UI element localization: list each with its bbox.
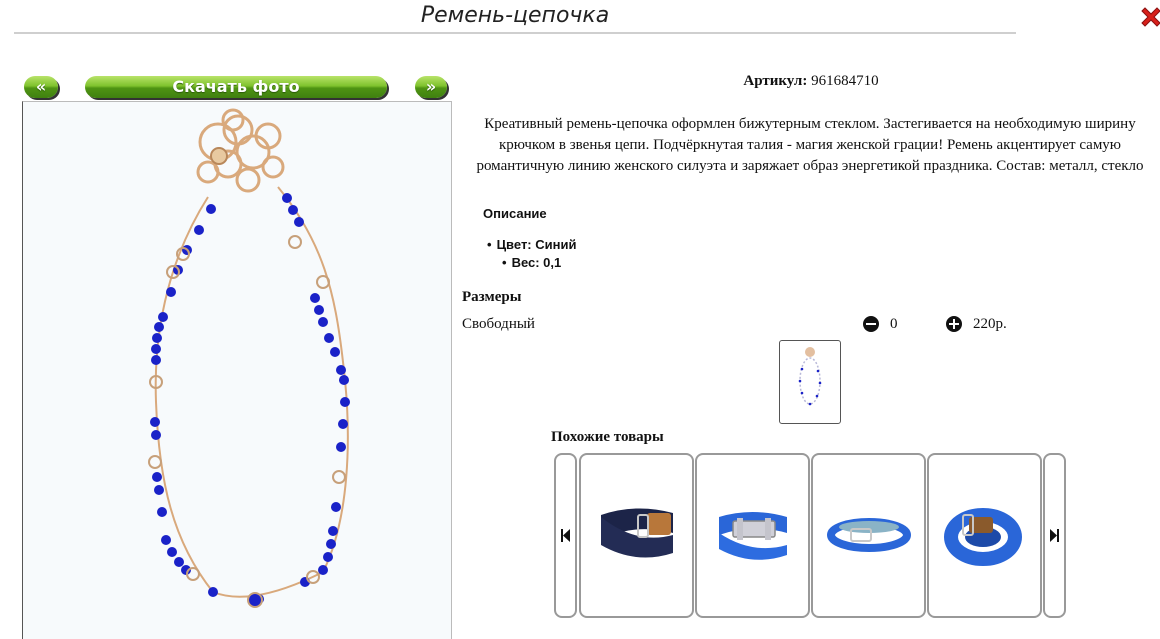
detail-weight: • Вес: 0,1 [502,255,561,270]
skip-back-icon [556,455,575,616]
decrease-quantity-icon[interactable] [863,316,879,332]
braided-belt-navy-icon [581,455,692,616]
necklace-thumbnail-icon [780,341,840,423]
similar-product-card[interactable] [579,453,694,618]
details-heading: Описание [483,206,547,221]
size-name: Свободный [462,316,535,332]
next-photo-button[interactable]: » [415,76,447,98]
carousel-prev-button[interactable] [554,453,577,618]
prev-photo-button[interactable]: « [24,76,58,98]
similar-product-card[interactable] [695,453,810,618]
similar-products-heading: Похожие товары [551,429,664,445]
skip-forward-icon [1045,455,1064,616]
similar-product-card[interactable] [811,453,926,618]
article-value: 961684710 [811,73,879,89]
page-title: Ремень-цепочка [14,2,1016,34]
product-photo [22,101,452,639]
sizes-heading: Размеры [462,289,522,305]
size-price: 220р. [973,316,1007,332]
article-label: Артикул: [743,73,808,89]
article-number [462,73,1160,90]
photo-thumbnail[interactable] [779,340,841,424]
belt-blue-rolled-icon [929,455,1040,616]
similar-product-card[interactable] [927,453,1042,618]
necklace-image [23,102,451,639]
belt-blue-h-buckle-icon [697,455,808,616]
detail-color: • Цвет: Синий [487,237,576,252]
belt-blue-slim-icon [813,455,924,616]
product-description: Креативный ремень-цепочка оформлен бижутерным стеклом. Застегивается на необходимую ширину крючком в звенья цепи. Подчёркнутая талия - магия женской грации! Ремень акцентирует самую романтичную линию женского силуэта и заряжает образ энергетикой праздника. Состав: металл, стекло [476,116,1144,174]
increase-quantity-icon[interactable] [946,316,962,332]
quantity-value: 0 [890,316,898,332]
carousel-next-button[interactable] [1043,453,1066,618]
download-photo-button[interactable]: Скачать фото [85,76,387,98]
close-icon[interactable] [1138,4,1160,30]
